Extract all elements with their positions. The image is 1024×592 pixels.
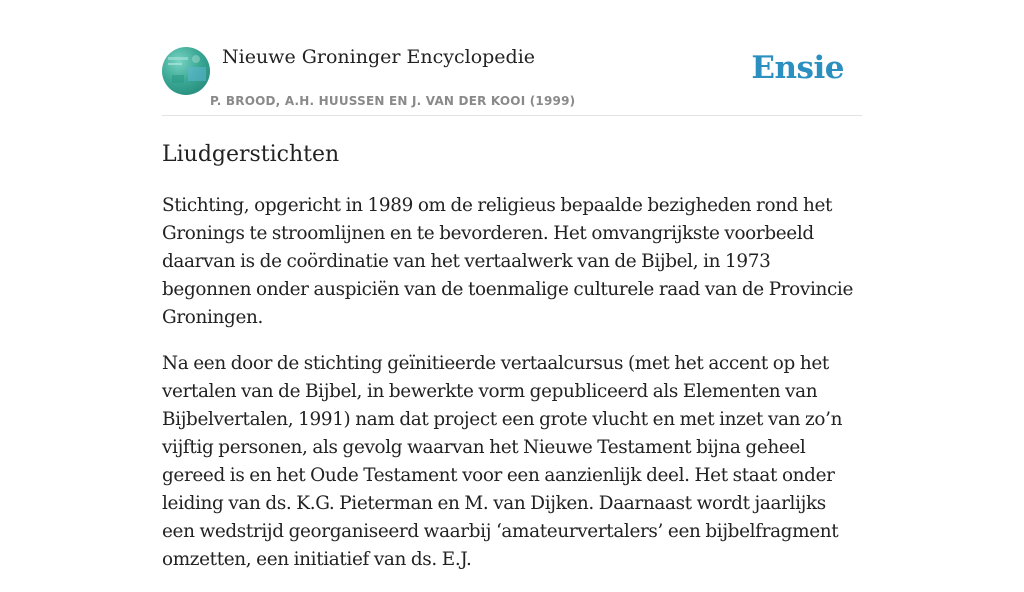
book-authors: P. BROOD, A.H. HUUSSEN EN J. VAN DER KOOI (1999) xyxy=(210,94,576,108)
book-cover-icon[interactable] xyxy=(162,47,210,95)
article-paragraph: Stichting, opgericht in 1989 om de religieus bepaalde bezigheden rond het Gronings te stroomlijnen en te bevorderen. Het omvangrijkste voorbeeld daarvan is de coördinatie van het vertaalwerk van de Bijbel, in 1973 begonnen onder auspiciën van de toenmalige culturele raad van de Provincie Groningen. xyxy=(162,195,853,328)
book-header xyxy=(162,40,862,116)
article-title: Liudgerstichten xyxy=(162,142,340,167)
article-paragraph: Na een door de stichting geïnitieerde vertaalcursus (met het accent op het vertalen van de Bijbel, in bewerkte vorm gepubliceerd als Elementen van Bijbelvertalen, 1991) nam dat project een grote vlucht en met inzet van zo’n vijftig personen, als gevolg waarvan het Nieuwe Testament bijna geheel gereed is en het Oude Testament voor een aanzienlijk deel. Het staat onder leiding van ds. K.G. Pieterman en M. van Dijken. Daarnaast wordt jaarlijks een wedstrijd georganiseerd waarbij ‘amateurvertalers’ een bijbelfragment omzetten, een initiatief van ds. E.J. xyxy=(162,353,843,570)
book-title[interactable]: Nieuwe Groninger Encyclopedie xyxy=(222,46,536,68)
article xyxy=(162,140,862,592)
ensie-logo[interactable]: Ensie xyxy=(751,50,844,86)
